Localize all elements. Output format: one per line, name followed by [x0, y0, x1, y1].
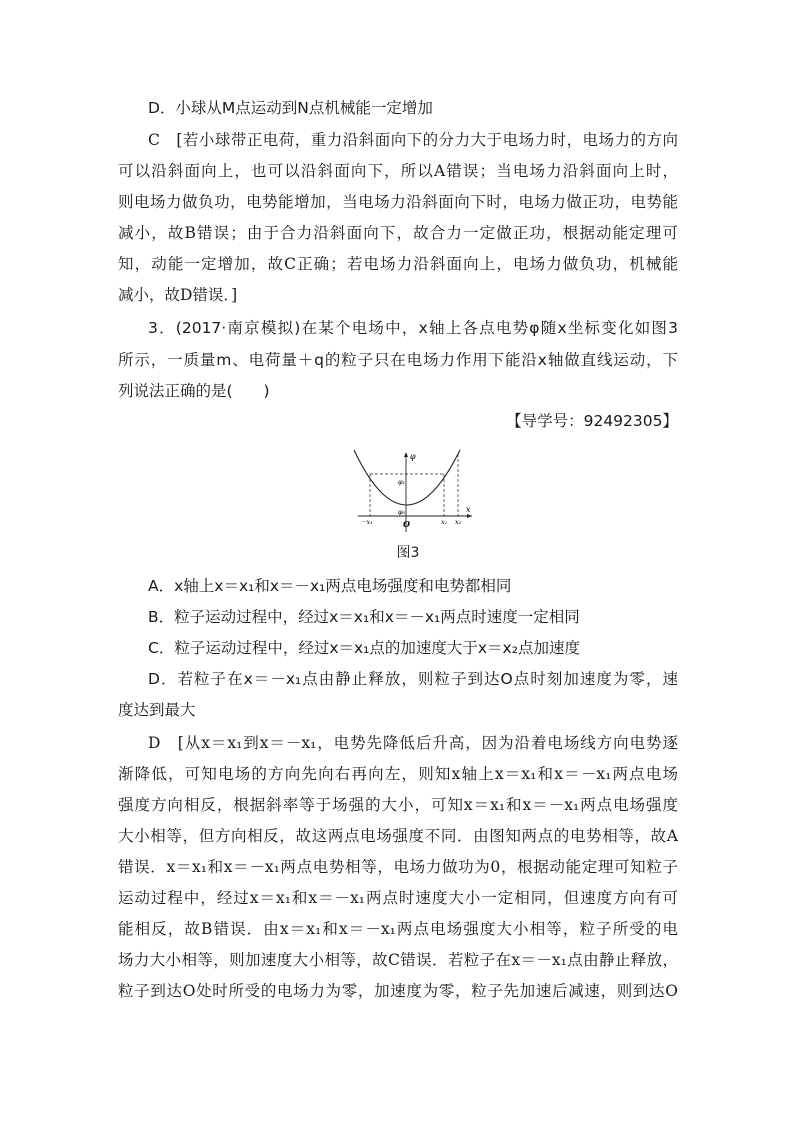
- text-line-a3l7: 能相反，故B错误．由x＝x₁和x＝－x₁两点电场强度大小相等，粒子所受的电: [118, 920, 678, 938]
- text-line-a3l3: 强度方向相反，根据斜率等于场强的大小，可知x＝x₁和x＝－x₁两点电场强度: [118, 796, 678, 814]
- text-line-optD2: 度达到最大: [118, 701, 196, 719]
- text-line-a2l3: 则电场力做负功，电势能增加，当电场力沿斜面向下时，电场力做正功，电势能: [118, 193, 678, 211]
- figure-caption: 图3: [396, 545, 420, 561]
- text-line-a3l1: D [从x＝x₁到x＝－x₁，电势先降低后升高，因为沿着电场线方向电势逐: [148, 734, 678, 752]
- text-line-optC: C．粒子运动过程中，经过x＝x₁点的加速度大于x＝x₂点加速度: [148, 639, 580, 657]
- text-line-a2l4: 减小，故B错误；由于合力沿斜面向下，故合力一定做正功，根据动能定理可: [118, 224, 678, 242]
- text-line-q2d: D．小球从M点运动到N点机械能一定增加: [148, 99, 433, 117]
- text-line-q3l2: 所示，一质量m、电荷量＋q的粒子只在电场力作用下能沿x轴做直线运动，下: [118, 351, 678, 369]
- x-axis-label: x: [466, 505, 471, 514]
- text-line-a2l2: 可以沿斜面向上，也可以沿斜面向下，所以A错误；当电场力沿斜面向上时，: [118, 162, 678, 180]
- potential-graph: [340, 448, 480, 536]
- text-line-optA: A．x轴上x＝x₁和x＝－x₁两点电场强度和电势都相同: [148, 577, 512, 595]
- phi-axis-arrow: [404, 452, 408, 457]
- text-line-a2l5: 知，动能一定增加，故C正确；若电场力沿斜面向上，电场力做负功，机械能: [118, 255, 678, 273]
- text-line-a2l1: C [若小球带正电荷，重力沿斜面向下的分力大于电场力时，电场力的方向: [148, 131, 678, 149]
- x2-label: x₂: [455, 518, 462, 526]
- text-line-a3l2: 渐降低，可知电场的方向先向右再向左，则知x轴上x＝x₁和x＝－x₁两点电场: [118, 765, 678, 783]
- text-line-q3l1: 3．(2017·南京模拟)在某个电场中，x轴上各点电势φ随x坐标变化如图3: [148, 319, 678, 337]
- text-line-a3l8: 场力大小相等，则加速度大小相等，故C错误．若粒子在x＝－x₁点由静止释放，: [118, 951, 678, 969]
- text-line-a3l9: 粒子到达O处时所受的电场力为零，加速度为零，粒子先加速后减速，则到达O: [118, 982, 678, 1000]
- x1-label: x₁: [441, 518, 448, 526]
- text-line-optB: B．粒子运动过程中，经过x＝x₁和x＝－x₁两点时速度一定相同: [148, 608, 580, 626]
- phi-axis-label: φ: [410, 452, 416, 461]
- text-line-guide: 【导学号：92492305】: [506, 412, 678, 430]
- text-line-a3l6: 运动过程中，经过x＝x₁和x＝－x₁两点时速度大小一定相同，但速度方向有可: [118, 889, 678, 907]
- origin-label: O: [403, 519, 410, 529]
- text-line-optD1: D．若粒子在x＝－x₁点由静止释放，则粒子到达O点时刻加速度为零，速: [148, 670, 678, 688]
- x-axis-arrow: [467, 514, 472, 518]
- text-line-a2l6: 减小，故D错误．]: [118, 286, 238, 304]
- phi1-label: φ₁: [398, 478, 406, 486]
- neg-x1-label: －x₁: [360, 518, 373, 526]
- text-line-a3l5: 错误．x＝x₁和x＝－x₁两点电势相等，电场力做功为0，根据动能定理可知粒子: [118, 858, 678, 876]
- text-line-q3l3: 列说法正确的是( ): [118, 382, 270, 400]
- phi0-label: φ₀: [398, 508, 406, 516]
- text-line-a3l4: 大小相等，但方向相反，故这两点电场强度不同．由图知两点的电势相等，故A: [118, 827, 678, 845]
